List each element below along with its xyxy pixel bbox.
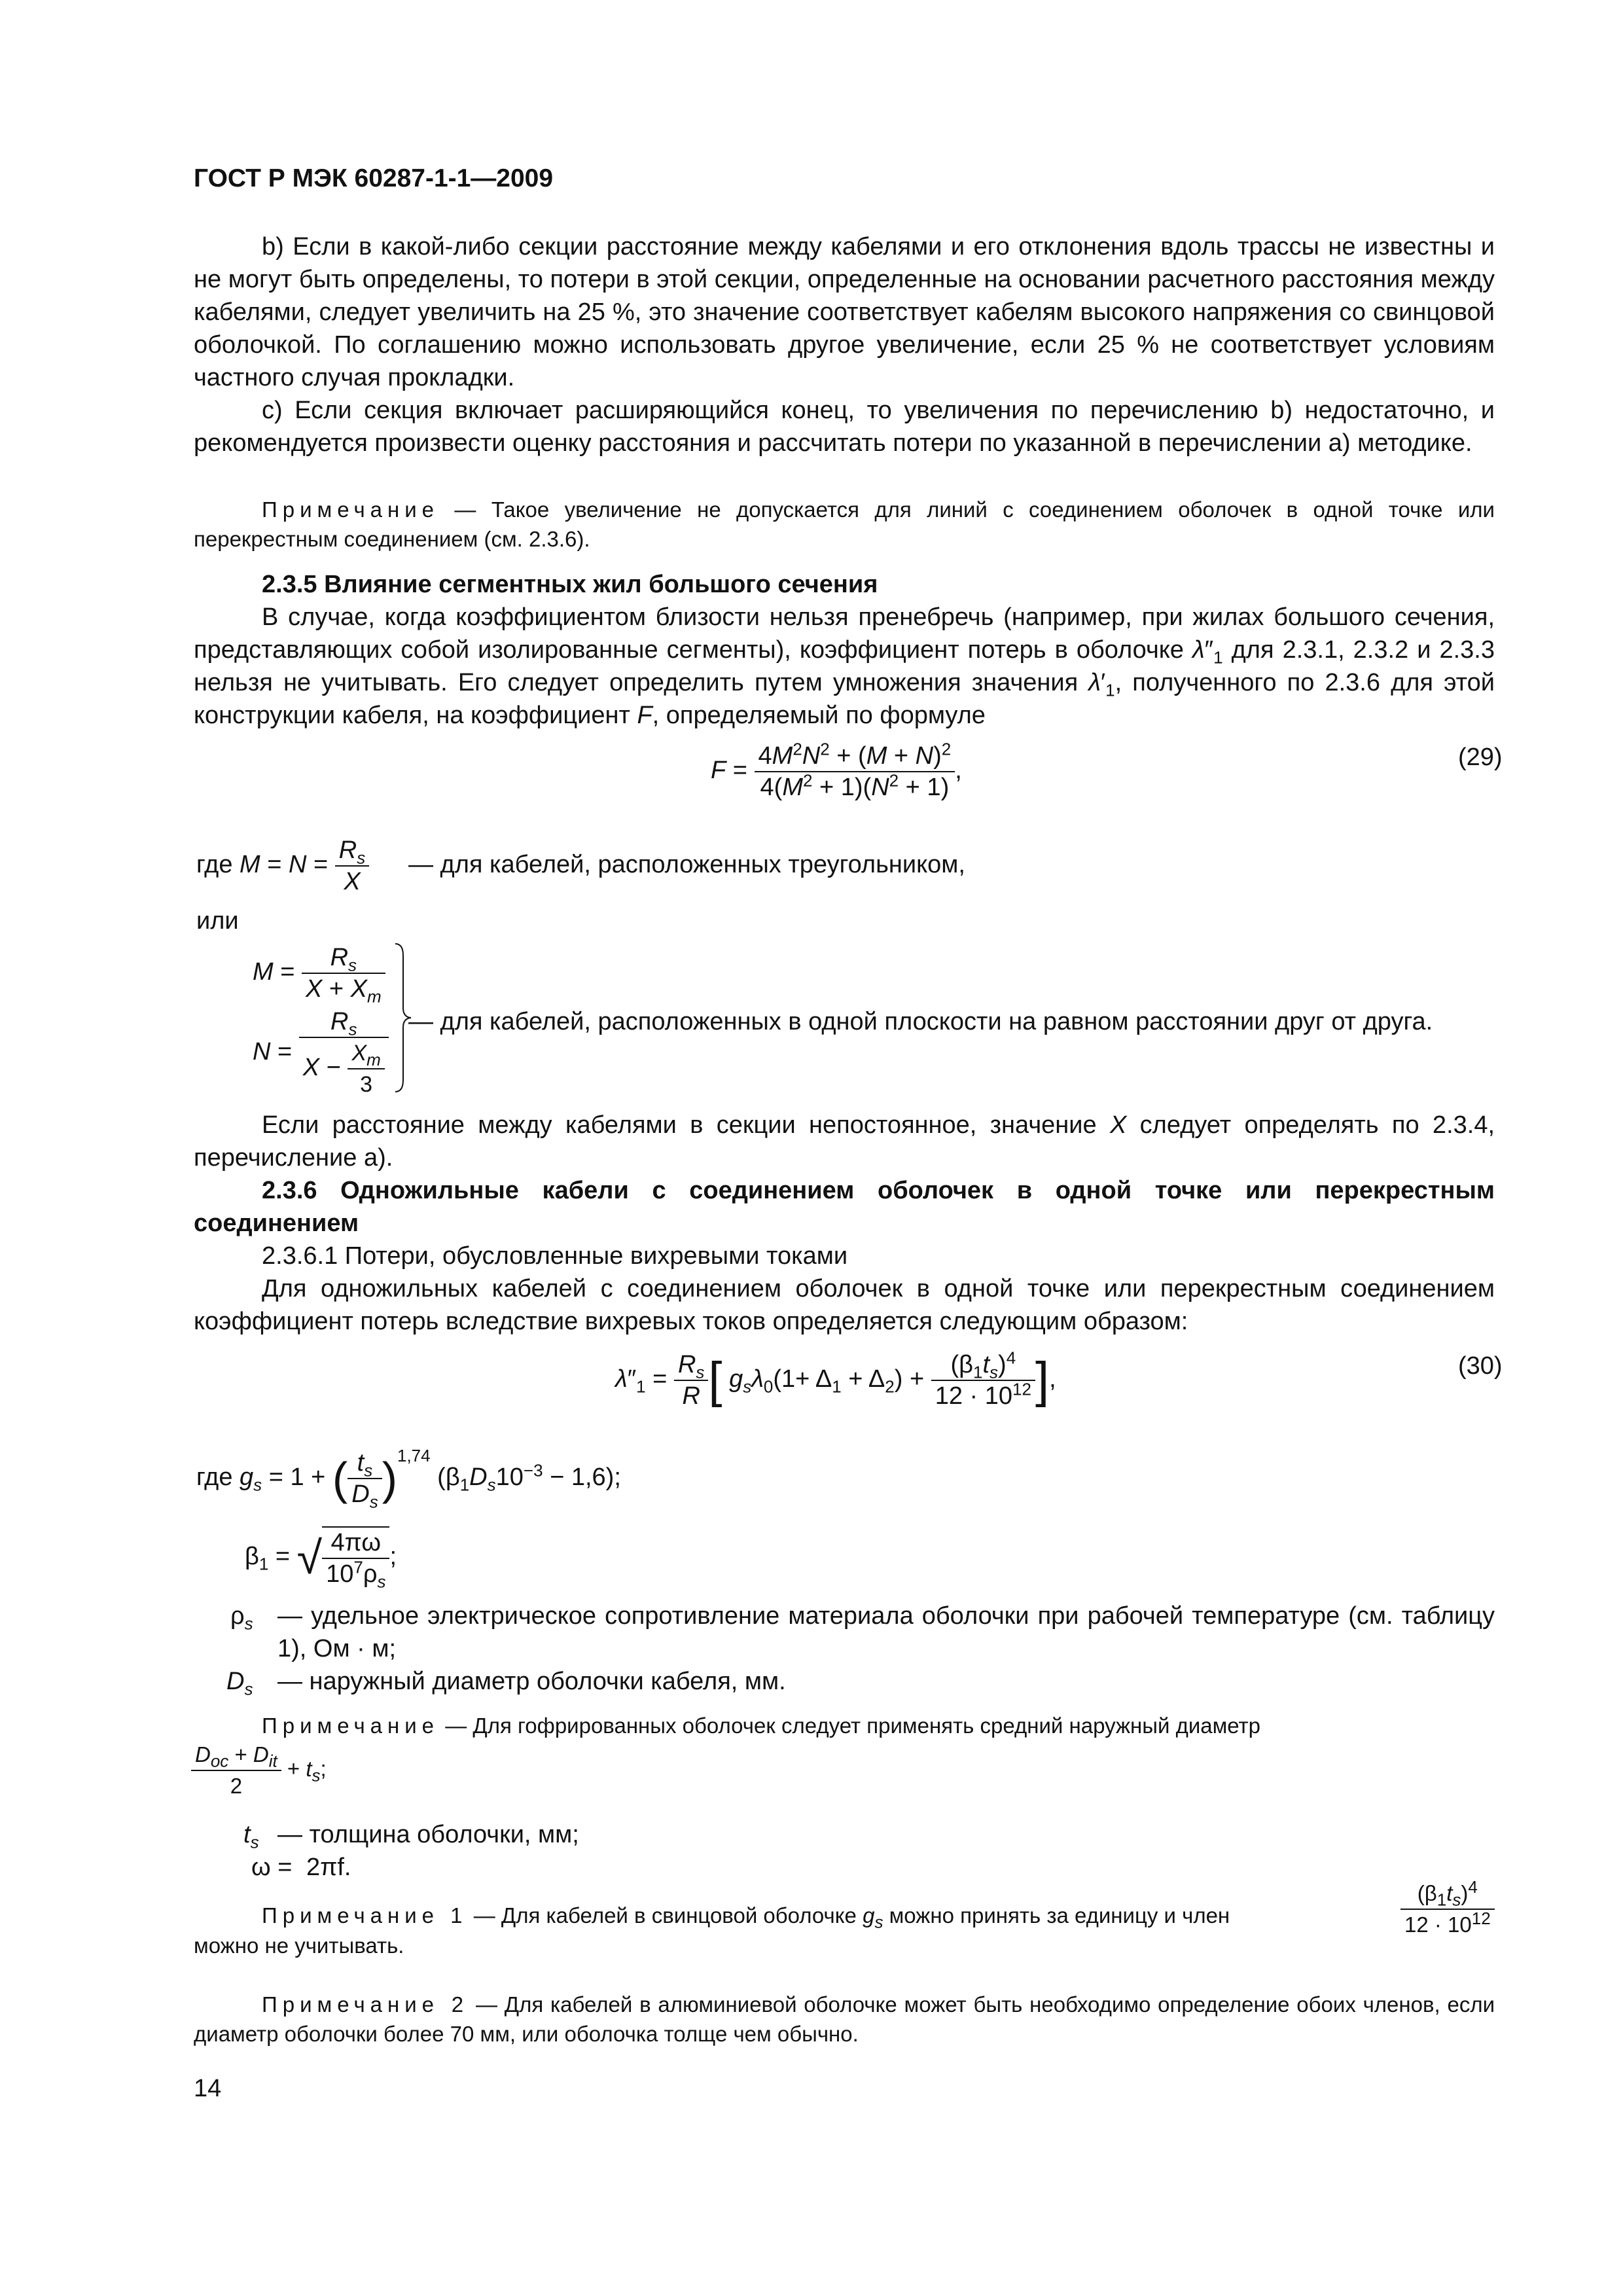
or-label: или (196, 907, 239, 935)
formula-n-plane: N = $R_s$ X − $\frac{X_m}{3}$ (253, 1007, 389, 1100)
formula-29: F = $\frac{4M^2N^2 + (M + N)^2}{4(M^2 + 1)(N^2 + 1)}$ , (711, 739, 962, 801)
formula-beta1: $\beta_1$ = √ $\frac{4\pi\omega}{10^7\rho_s}$ ; (245, 1526, 397, 1589)
where-label-2: где (196, 1463, 233, 1492)
s235-f-symbol: F (637, 702, 652, 729)
doc-header: ГОСТ Р МЭК 60287-1-1—2009 (194, 164, 554, 192)
plane-text: — для кабелей, расположенных в одной плоскости на равном расстоянии друг от друга. (408, 1008, 1433, 1035)
section-2-3-6-heading: 2.3.6 Одножильные кабели с соединением оболочек в одной точке или перекрестным соединением (194, 1177, 1495, 1237)
after-x-symbol: X (1109, 1111, 1127, 1139)
note-label: Примечание 1 (262, 1903, 468, 1928)
ts-definition: — толщина оболочки, мм; (277, 1821, 579, 1848)
note-corrugated (194, 1711, 1495, 1740)
paragraph-c: c) Если секция включает расширяющийся конец, то увеличения по перечислению b) недостаточно, и рекомендуется произвести оценку расстояния и рассчитать потери по указанной в перечислении a) методике. (194, 397, 1495, 457)
s235-text-3: полученного по 2.3.6 для этой конструкции кабеля, на коэффициент (194, 669, 1495, 729)
rho-definition: — удельное электрическое сопротивление материала оболочки при рабочей температуре (см. таблицу 1), Ом · м; (277, 1602, 1495, 1662)
s235-text-4: , определяемый по формуле (652, 702, 986, 729)
paragraph-b: b) Если в какой-либо секции расстояние между кабелями и его отклонения вдоль трассы не известны и не могут быть определены, то потери в этой секции, определенные на основании расчетного расстояния между кабелями, следует увеличить на 25 %, это значение соответствует кабелям высокого напряжения со свинцовой оболочкой. По соглашению можно использовать другое увеличение, если 25 % не соответствует условиям частного случая прокладки. (194, 233, 1495, 391)
formula-term: $\frac{(\beta_1t_s)^4}{12 \cdot 10^{12}}$ (1400, 1878, 1495, 1940)
note-lead-sheath-end: можно не учитывать. (194, 1933, 404, 1958)
omega-symbol: ω = (251, 1854, 293, 1881)
note-label: Примечание (262, 497, 440, 522)
section-2-3-5-text: В случае, когда коэффициентом близости нельзя пренебречь (например, при жилах большого сечения, представляющих собой изолированные сегменты), коэффициент потерь в оболочке $\lambda''_1$ для 2.3.1, 2.3.2 и 2.3.3 нельзя не учитывать. Его следует определить путем умножения значения $\lambda'_1$, полученного по 2.3.6 для этой конструкции кабеля, на коэффициент F, определяемый по формуле (194, 603, 1495, 729)
triangle-text: — для кабелей, расположенных треугольником, (408, 851, 965, 878)
formula-m-equals-n: где M = N = $\frac{R_s}{X}$ (196, 835, 369, 897)
note-text: — Такое увеличение не допускается для линий с соединением оболочек в одной точке или перекрестным соединением (см. 2.3.6). (194, 497, 1495, 551)
s236-paragraph: Для одножильных кабелей с соединением оболочек в одной точке или перекрестным соединением коэффициент потерь вследствие вихревых токов определяется следующим образом: (194, 1275, 1495, 1335)
ds-symbol: $D_s$ (226, 1668, 253, 1699)
note-text-1: — Для кабелей в свинцовой оболочке (473, 1903, 857, 1928)
formula-30: $\lambda''_1$ = $\frac{R_s}{R}$ [ $g_s\lambda_0(1+ \Delta_1 + \Delta_2)$ + $\frac{(\beta_1t_s)^4}{12 \cdot 10^{12}}$ ], (615, 1348, 1056, 1410)
where-label: где (196, 851, 233, 879)
subsection-2-3-6-1: 2.3.6.1 Потери, обусловленные вихревыми токами (262, 1242, 848, 1270)
note-aluminium-sheath (194, 1990, 1495, 2049)
note-text-2: можно принять за единицу и член (889, 1903, 1230, 1928)
ds-definition: — наружный диаметр оболочки кабеля, мм. (277, 1668, 786, 1695)
equation-number-29: (29) (1458, 744, 1503, 771)
note-label: Примечание (262, 1713, 440, 1738)
omega-definition: 2πf. (306, 1854, 351, 1881)
note-1 (194, 495, 1495, 554)
s235-text-2: для 2.3.1, 2.3.2 и 2.3.3 нельзя не учитывать. Его следует определить путем умножения значения (194, 636, 1495, 696)
equation-number-30: (30) (1458, 1352, 1503, 1380)
section-2-3-5-heading: 2.3.5 Влияние сегментных жил большого сечения (262, 571, 878, 598)
formula-m-plane: M = $\frac{R_s}{X + X_m}$ (253, 942, 385, 1004)
formula-mean-diameter: $\frac{D_{oc} + D_{it}}{2}$ + $t_s$; (191, 1740, 327, 1801)
note-lead-sheath: Примечание 1 — Для кабелей в свинцовой оболочке $g_s$ можно принять за единицу и член (262, 1903, 1230, 1932)
formula-gs: где $g_s = 1$ + ( $\frac{t_s}{D_s}$ )$^{1,74}$ $(\beta_1D_s10^{-3} - 1,6)$; (196, 1446, 621, 1512)
note-label: Примечание 2 (262, 1992, 469, 2017)
note-text: — Для кабелей в алюминиевой оболочке может быть необходимо определение обоих членов, если диаметр оболочки более 70 мм, или оболочка толще чем обычно. (194, 1992, 1495, 2046)
rho-symbol: $\rho_s$ (230, 1602, 253, 1634)
note-text: — Для гофрированных оболочек следует применять средний наружный диаметр (445, 1713, 1261, 1738)
after-text-2: следует определять по 2.3.4, перечисление а). (194, 1111, 1495, 1172)
page-number: 14 (194, 2075, 222, 2102)
after-text-1: Если расстояние между кабелями в секции непостоянное, значение (262, 1111, 1097, 1139)
ts-symbol: $t_s$ (243, 1821, 259, 1852)
after-paragraph (194, 1109, 1495, 1174)
s235-text-1: В случае, когда коэффициентом близости нельзя пренебречь (например, при жилах большого сечения, представляющих собой изолированные сегменты), коэффициент потерь в оболочке (194, 603, 1495, 664)
